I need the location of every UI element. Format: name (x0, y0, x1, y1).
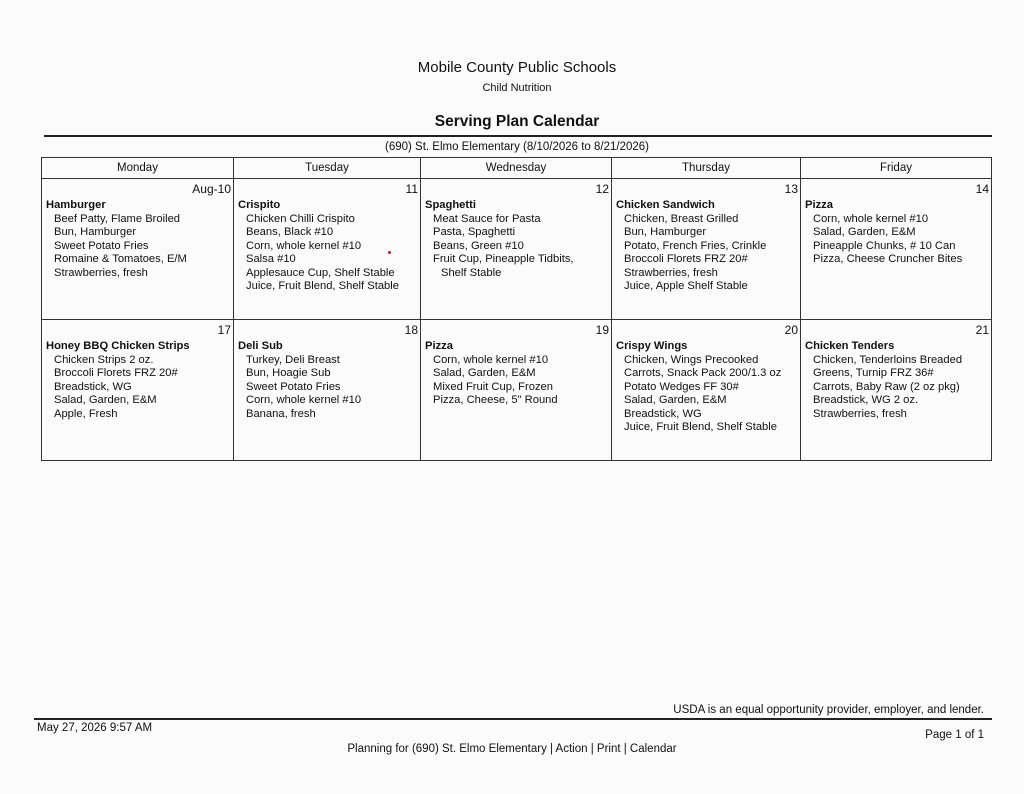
weekday-header: Tuesday (234, 158, 421, 179)
menu-item: Juice, Apple Shelf Stable (624, 280, 748, 293)
entree-name: Chicken Tenders (805, 340, 895, 352)
menu-items (421, 213, 611, 281)
usda-statement: USDA is an equal opportunity provider, employer, and lender. (673, 704, 984, 716)
menu-item: Salsa #10 (246, 253, 296, 266)
menu-item: Corn, whole kernel #10 (433, 353, 549, 366)
day-cell (612, 320, 801, 461)
menu-item: Banana, fresh (246, 407, 316, 420)
day-date: 21 (975, 323, 989, 337)
menu-items (801, 354, 991, 422)
weekday-header: Thursday (612, 158, 801, 179)
menu-item: Chicken Strips 2 oz. (54, 353, 154, 366)
menu-item: Meat Sauce for Pasta (433, 212, 541, 225)
menu-item: Corn, whole kernel #10 (246, 394, 362, 407)
footer-divider (34, 718, 992, 720)
org-name: Mobile County Public Schools (417, 59, 617, 76)
menu-item: Potato Wedges FF 30# (624, 380, 739, 393)
menu-item: Chicken, Wings Precooked (624, 353, 759, 366)
day-cell (801, 179, 992, 320)
menu-item: Broccoli Florets FRZ 20# (54, 367, 178, 380)
menu-item: Chicken, Tenderloins Breaded (813, 353, 963, 366)
menu-item: Apple, Fresh (54, 407, 118, 420)
menu-item: Beans, Green #10 (433, 239, 524, 252)
day-date: Aug-10 (192, 182, 231, 196)
print-timestamp: May 27, 2026 9:57 AM (37, 722, 153, 734)
menu-items (234, 354, 420, 422)
menu-items (42, 213, 233, 281)
day-date: 17 (217, 323, 231, 337)
menu-item: Strawberries, fresh (624, 266, 718, 279)
menu-item: Sweet Potato Fries (246, 380, 341, 393)
menu-item: Fruit Cup, Pineapple Tidbits, (433, 253, 574, 266)
menu-item: Breadstick, WG 2 oz. (813, 394, 919, 407)
menu-item: Mixed Fruit Cup, Frozen (433, 380, 553, 393)
menu-item: Breadstick, WG (54, 380, 132, 393)
entree-name: Deli Sub (238, 340, 283, 352)
menu-item: Strawberries, fresh (54, 266, 148, 279)
menu-item: Carrots, Baby Raw (2 oz pkg) (813, 380, 960, 393)
entree-name: Hamburger (46, 199, 106, 211)
menu-item: Strawberries, fresh (813, 407, 907, 420)
day-date: 18 (404, 323, 418, 337)
serving-calendar (41, 157, 992, 461)
entree-name: Spaghetti (425, 199, 476, 211)
entree-name: Crispy Wings (616, 340, 688, 352)
day-cell (421, 179, 612, 320)
entree-name: Honey BBQ Chicken Strips (46, 340, 190, 352)
menu-item: Applesauce Cup, Shelf Stable (246, 266, 395, 279)
day-cell (234, 179, 421, 320)
department-name: Child Nutrition (482, 82, 552, 94)
menu-item: Juice, Fruit Blend, Shelf Stable (246, 280, 399, 293)
menu-item: Bun, Hamburger (624, 226, 707, 239)
page-number: Page 1 of 1 (925, 729, 984, 741)
menu-item: Juice, Fruit Blend, Shelf Stable (624, 421, 777, 434)
week-row (42, 179, 992, 320)
menu-item: Chicken, Breast Grilled (624, 212, 739, 225)
weekday-header: Wednesday (421, 158, 612, 179)
menu-items (421, 354, 611, 408)
menu-item: Potato, French Fries, Crinkle (624, 239, 767, 252)
menu-items (42, 354, 233, 422)
menu-item: Pizza, Cheese, 5" Round (433, 394, 558, 407)
day-cell (421, 320, 612, 461)
day-date: 19 (595, 323, 609, 337)
red-ink-mark (388, 251, 391, 254)
menu-item: Chicken Chilli Crispito (246, 212, 355, 225)
menu-item: Pasta, Spaghetti (433, 226, 516, 239)
day-cell (801, 320, 992, 461)
menu-item: Romaine & Tomatoes, E/M (54, 253, 187, 266)
menu-item: Corn, whole kernel #10 (246, 239, 362, 252)
page-title: Serving Plan Calendar (434, 113, 600, 130)
menu-item: Salad, Garden, E&M (624, 394, 727, 407)
menu-item: Salad, Garden, E&M (54, 394, 157, 407)
day-date: 13 (784, 182, 798, 196)
weekday-header-row (42, 158, 992, 179)
menu-items (234, 213, 420, 295)
menu-item: Carrots, Snack Pack 200/1.3 oz (624, 367, 782, 380)
menu-item: Beans, Black #10 (246, 226, 334, 239)
menu-item: Sweet Potato Fries (54, 239, 149, 252)
menu-items (612, 213, 800, 295)
menu-item: Salad, Garden, E&M (433, 367, 536, 380)
day-date: 20 (784, 323, 798, 337)
menu-item: Pizza, Cheese Cruncher Bites (813, 253, 963, 266)
menu-item: Breadstick, WG (624, 407, 702, 420)
entree-name: Pizza (805, 199, 833, 211)
menu-item: Broccoli Florets FRZ 20# (624, 253, 748, 266)
day-cell (234, 320, 421, 461)
day-cell (42, 179, 234, 320)
menu-item: Salad, Garden, E&M (813, 226, 916, 239)
menu-items (612, 354, 800, 436)
day-date: 12 (595, 182, 609, 196)
day-cell (42, 320, 234, 461)
weekday-header: Friday (801, 158, 992, 179)
entree-name: Crispito (238, 199, 281, 211)
school-date-range: (690) St. Elmo Elementary (8/10/2026 to 8/21/2026) (384, 141, 649, 153)
weekday-header: Monday (42, 158, 234, 179)
menu-item: Pineapple Chunks, # 10 Can (813, 239, 956, 252)
menu-items (801, 213, 991, 267)
day-cell (612, 179, 801, 320)
week-row (42, 320, 992, 461)
menu-item: Bun, Hamburger (54, 226, 137, 239)
day-date: 11 (405, 182, 418, 196)
menu-item: Shelf Stable (441, 266, 502, 279)
day-date: 14 (975, 182, 989, 196)
entree-name: Chicken Sandwich (616, 199, 715, 211)
menu-item: Corn, whole kernel #10 (813, 212, 929, 225)
menu-item: Bun, Hoagie Sub (246, 367, 331, 380)
planning-breadcrumb: Planning for (690) St. Elmo Elementary | Action | Print | Calendar (347, 743, 677, 755)
menu-item: Beef Patty, Flame Broiled (54, 212, 181, 225)
menu-item: Greens, Turnip FRZ 36# (813, 367, 934, 380)
menu-item: Turkey, Deli Breast (246, 353, 340, 366)
header-divider (44, 135, 992, 137)
entree-name: Pizza (425, 340, 453, 352)
